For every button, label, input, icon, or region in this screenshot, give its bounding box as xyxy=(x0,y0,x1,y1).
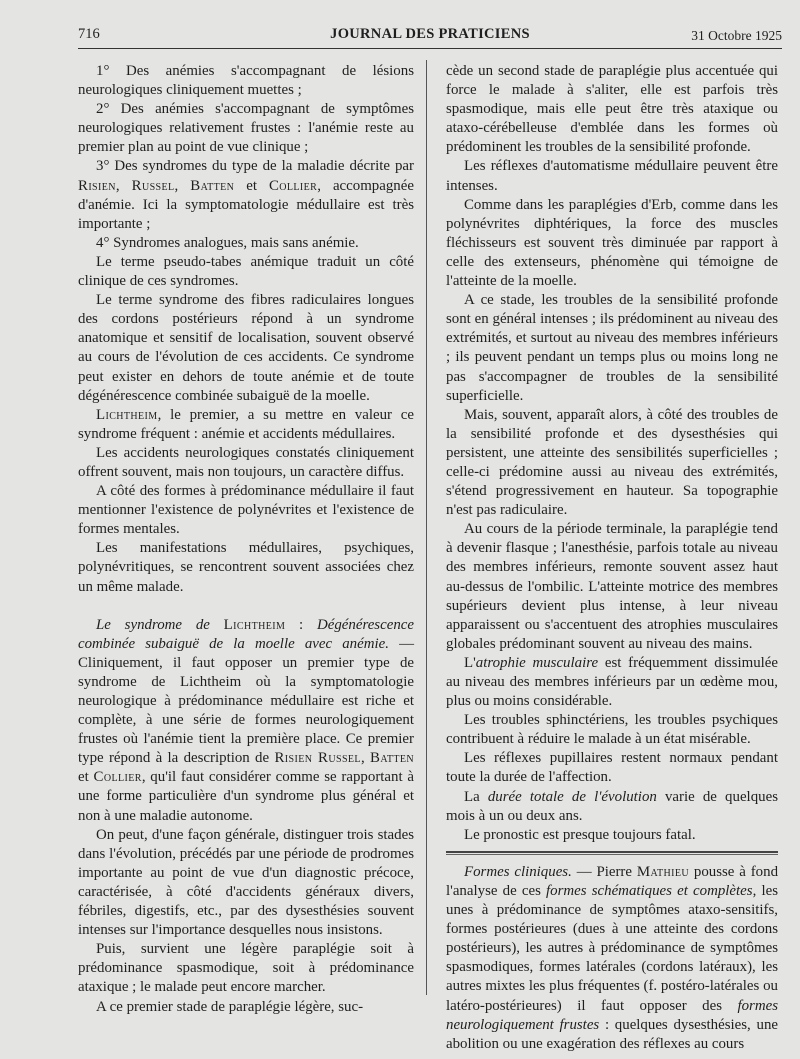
right-column xyxy=(446,62,778,1054)
paragraph: A côté des formes à prédominance médullaire il faut mentionner l'existence de polynévrites et l'existence de formes mentales. xyxy=(78,483,414,538)
author-name: Risien xyxy=(78,177,116,194)
page-number: 716 xyxy=(78,26,100,42)
section-paragraph: Formes cliniques. — Pierre Mathieu pousse à fond l'analyse de ces formes schématiques et complètes, les unes à prédominance de symptômes ataxo-sensitifs, formes postérieures (dues à une atteinte des cordons postérieurs), les autres à prédominance de symptômes spasmodiques, formes latérales (cordons latéraux), les autres mixtes les plus fréquentes (f. postéro-latérales ou latéro-postérieures) il faut opposer des formes neurologiquement frustes : quelques dysesthésies, une abolition ou une exagération des réflexes au cours xyxy=(446,863,779,1052)
column-divider xyxy=(426,60,427,995)
paragraph: Les manifestations médullaires, psychiques, polynévritiques, se rencontrent souvent associées chez un même malade. xyxy=(78,540,414,595)
paragraph: On peut, d'une façon générale, distinguer trois stades dans l'évolution, précédés par une période de prodromes importante au point de vue d'un diagnostic précoce, caractérisée, à côté d'accidents généraux divers, fébriles, digestifs, etc., par des dysesthésies souvent intenses sur l'importance desquelles nous insistons. xyxy=(78,826,414,939)
author-name: Batten xyxy=(190,177,235,194)
section-paragraph: Le syndrome de Lichtheim : Dégénérescence combinée subaiguë de la moelle avec anémie. — Cliniquement, il faut opposer un premier type de syndrome de Lichtheim où la symptomatologie neurologique à prédominance médullaire est riche et complète, à une série de formes neurologiquement frustes où l'anémie tient la première place. Ce premier type répond à la description de Risien Russel, Batten et Collier, qu'il faut considérer comme se rapportant à une forme particulière d'un syndrome plus général et non à une maladie autonome. xyxy=(78,616,414,824)
paragraph: A ce stade, les troubles de la sensibilité profonde sont en général intenses ; ils prédominent au niveau des extrémités, et surtout au niveau des membres inférieurs ; ils peuvent pendant un temps plus ou moins long ne pas s'accompagner de troubles de la sensibilité superficielle. xyxy=(446,292,778,404)
author-name: Batten xyxy=(369,750,414,767)
section-heading: Dégénérescence combinée subaiguë de la moelle avec anémie. xyxy=(78,616,414,652)
paragraph: Les accidents neurologiques constatés cliniquement offrent souvent, mais non toujours, un caractère diffus. xyxy=(78,444,414,480)
paragraph: Les troubles sphinctériens, les troubles psychiques contribuent à réduire le malade à un état misérable. xyxy=(446,712,778,748)
section-separator xyxy=(446,851,778,855)
author-name: Russel xyxy=(131,177,175,194)
journal-title: JOURNAL DES PRATICIENS xyxy=(330,26,530,42)
paragraph: Les réflexes pupillaires restent normaux pendant toute la durée de l'affection. xyxy=(446,750,778,786)
paragraph: Lichtheim, le premier, a su mettre en valeur ce syndrome fréquent : anémie et accidents médullaires. xyxy=(78,406,414,442)
author-name: Lichtheim xyxy=(96,406,158,423)
paragraph: 4° Syndromes analogues, mais sans anémie. xyxy=(96,234,359,251)
paragraph: 1° Des anémies s'accompagnant de lésions neurologiques cliniquement muettes ; xyxy=(78,63,414,99)
section-heading: Formes cliniques. xyxy=(464,863,572,880)
page-header xyxy=(78,26,782,48)
paragraph: 2° Des anémies s'accompagnant de symptômes neurologiques relativement frustes : l'anémie reste au premier plan au point de vue clinique ; xyxy=(78,101,414,156)
paragraph: A ce premier stade de paraplégie légère, suc- xyxy=(96,998,364,1015)
author-name: Collier xyxy=(93,769,142,786)
paragraph: Le pronostic est presque toujours fatal. xyxy=(464,826,696,843)
issue-date: 31 Octobre 1925 xyxy=(691,28,782,43)
paragraph: cède un second stade de paraplégie plus accentuée qui force le malade à s'aliter, elle est parfois très spasmodique, mais elle peut être très ataxique ou ataxo-cérébelleuse d'emblée dans les formes où prédominent les troubles de la sensibilité profonde. xyxy=(446,63,778,156)
paragraph: Mais, souvent, apparaît alors, à côté des troubles de la sensibilité profonde et des dysesthésies qui persistent, une atteinte des sensibilités superficielles ; celle-ci prédomine aussi au niveau des extrémités, s'étend progressivement en hauteur. Sa topographie n'est pas radiculaire. xyxy=(446,406,778,519)
author-name: Collier xyxy=(268,177,318,194)
author-name: Mathieu xyxy=(636,863,690,880)
author-name: Risien Russel xyxy=(274,750,361,767)
author-name: Lichtheim xyxy=(223,616,286,633)
paragraph: Puis, survient une légère paraplégie soit à prédominance spasmodique, soit à prédominance ataxique ; le malade peut encore marcher. xyxy=(78,941,414,996)
left-column xyxy=(78,62,414,1017)
paragraph: Les réflexes d'automatisme médullaire peuvent être intenses. xyxy=(446,158,778,194)
header-rule xyxy=(78,48,782,49)
paragraph: Le terme syndrome des fibres radiculaires longues des cordons postérieurs répond à un syndrome anatomique et sensitif de localisation, souvent observé au cours de l'évolution de ces accidents. Ce syndrome peut exister en dehors de toute anémie et de toute dégénérescence combinée subaiguë de la moelle. xyxy=(78,292,414,404)
paragraph: 3° Des syndromes du type de la maladie décrite par Risien, Russel, Batten et Collier, accompagnée d'anémie. Ici la symptomatologie médullaire est très importante ; xyxy=(78,158,414,232)
paragraph: L'atrophie musculaire est fréquemment dissimulée au niveau des membres inférieurs par un œdème mou, plus ou moins considérable. xyxy=(446,654,778,710)
paragraph: Le terme pseudo-tabes anémique traduit un côté clinique de ces syndromes. xyxy=(78,253,414,290)
paragraph: La durée totale de l'évolution varie de quelques mois à un ou deux ans. xyxy=(446,788,778,824)
paragraph: Comme dans les paraplégies d'Erb, comme dans les polynévrites diphtériques, la force des muscles fléchisseurs est souvent très diminuée par rapport à celle des extenseurs, phénomène qui témoigne de l'atteinte de la moelle. xyxy=(446,196,778,290)
paragraph: Au cours de la période terminale, la paraplégie tend à devenir flasque ; l'anesthésie, parfois totale au niveau des membres inférieurs, remonte souvent assez haut au-dessus de l'ombilic. L'atteinte motrice des membres supérieurs devient plus intense, à leur niveau apparaissent ou s'accentuent des atrophies musculaires globales prédominant souvent au niveau des mains. xyxy=(446,521,778,652)
